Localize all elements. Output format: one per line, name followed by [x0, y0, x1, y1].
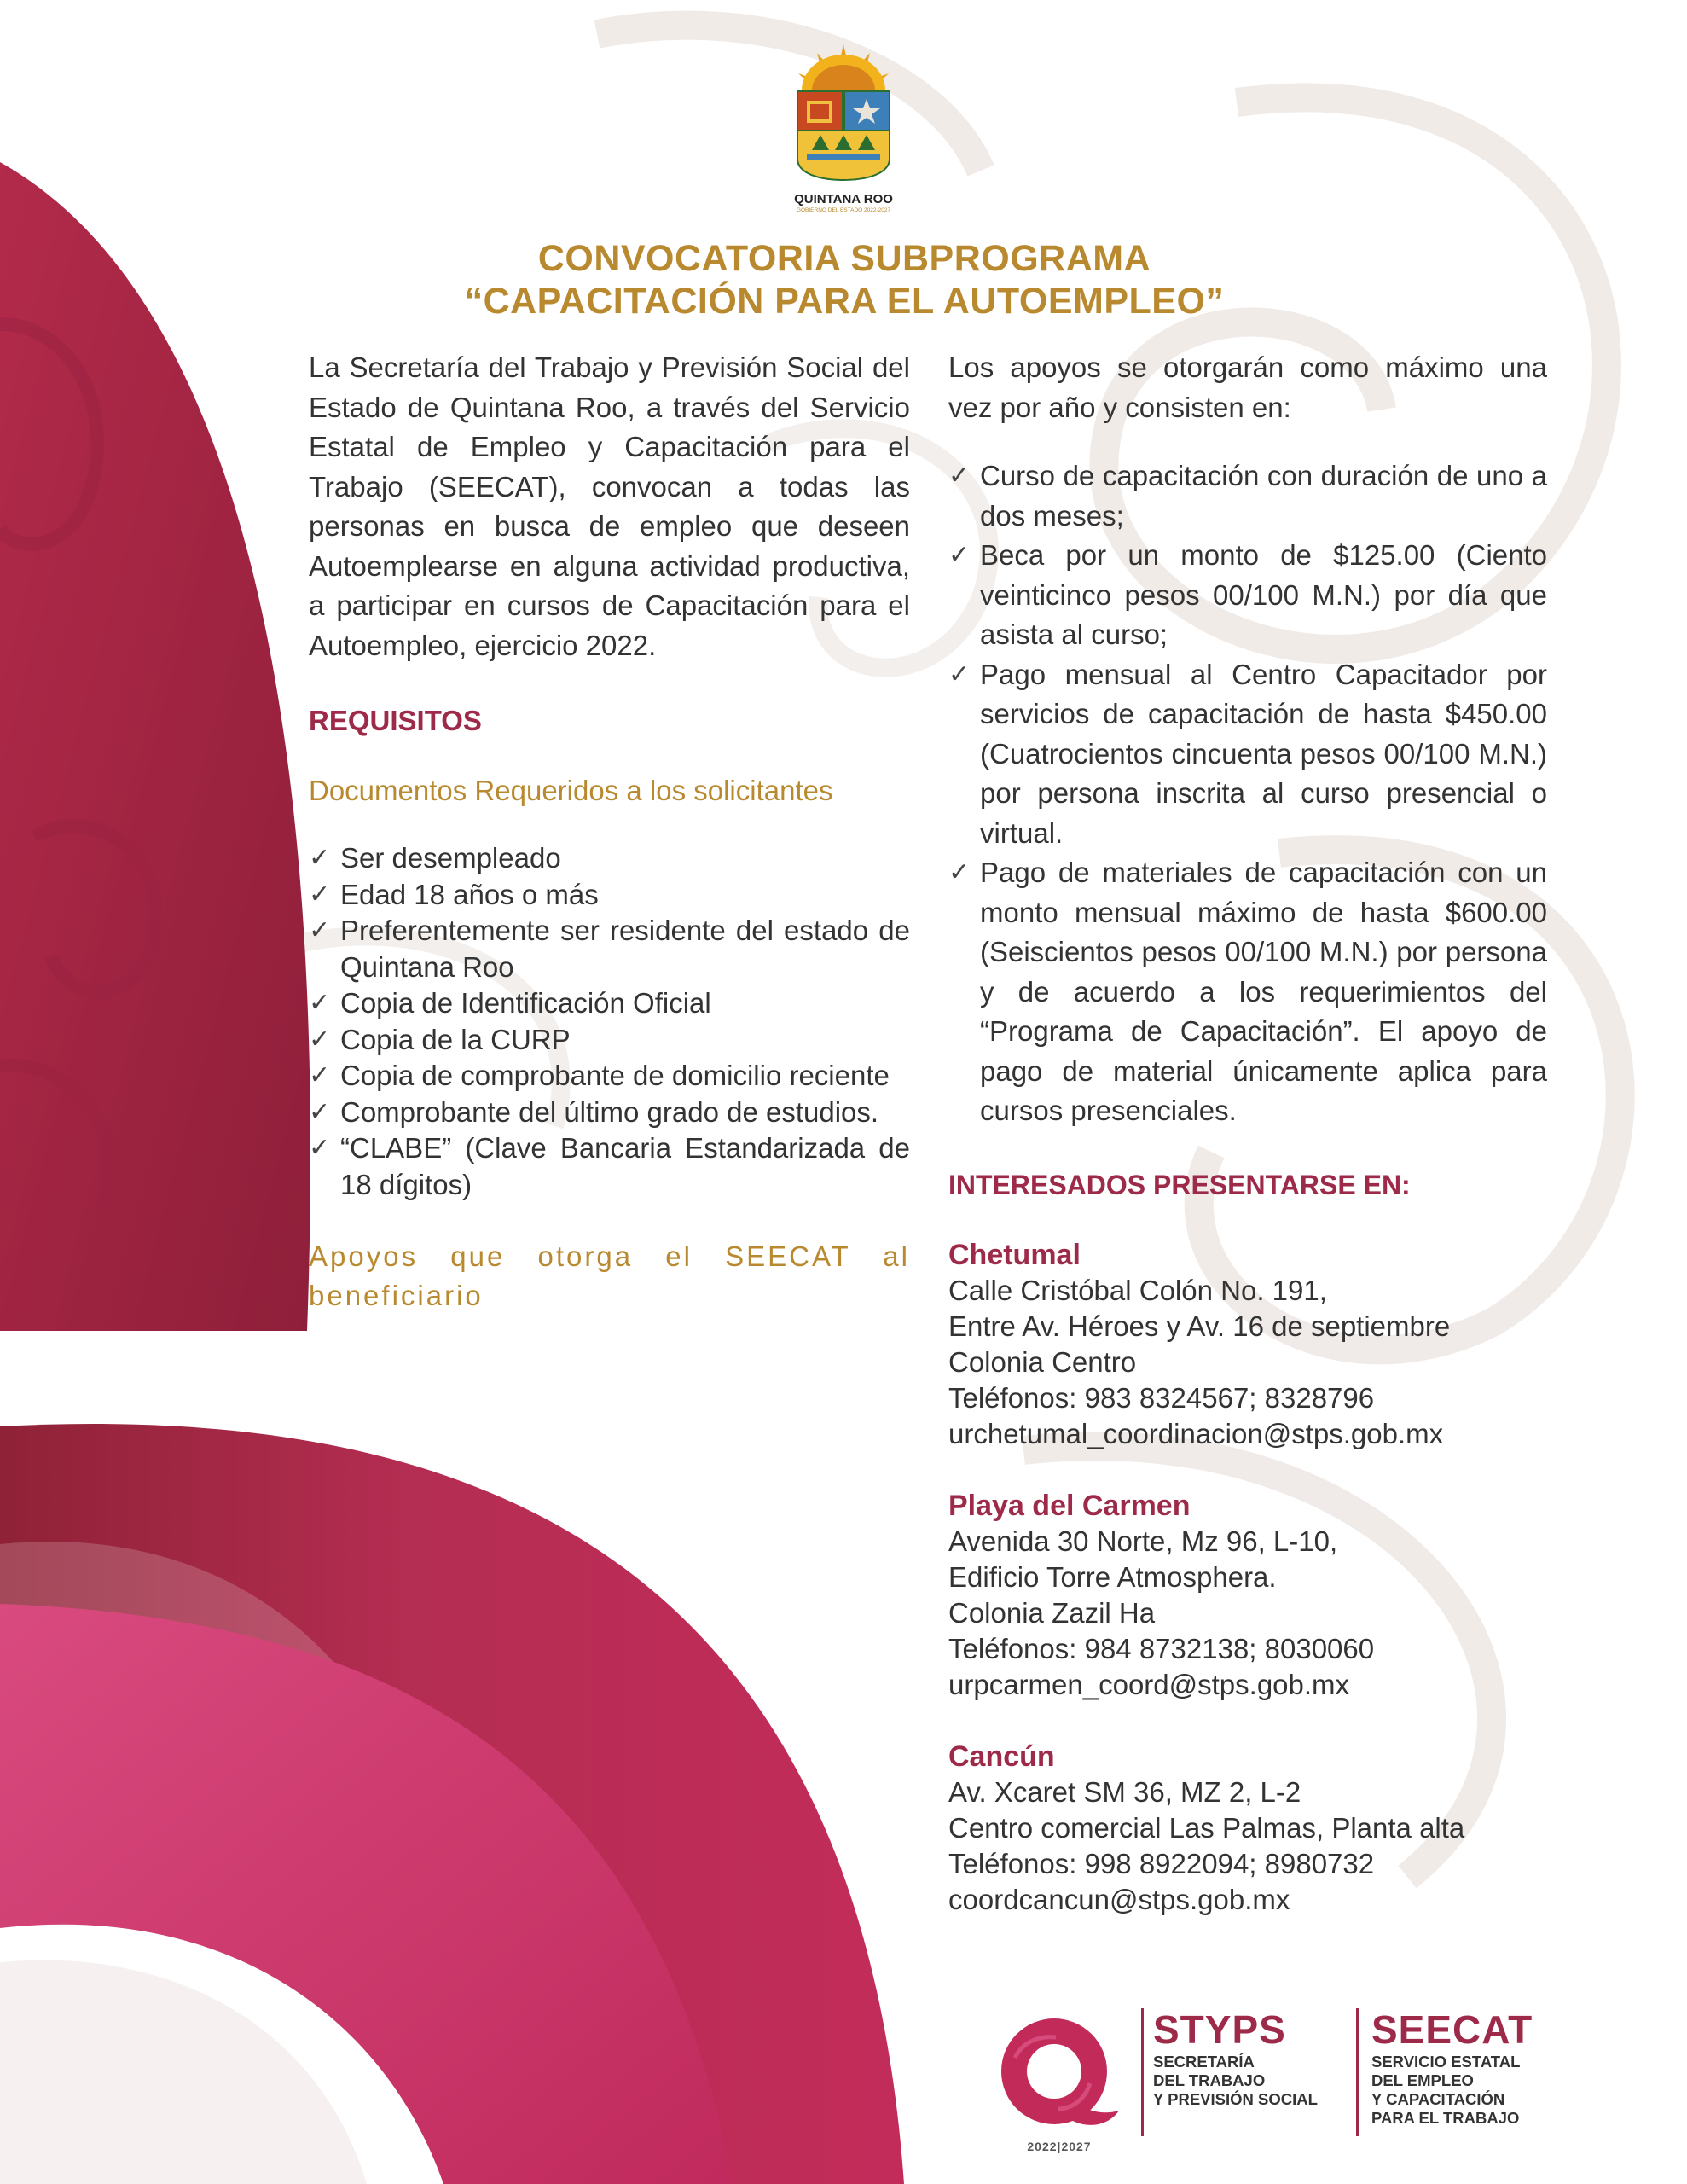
office-name: Cancún: [948, 1740, 1055, 1773]
check-icon: ✓: [309, 1134, 331, 1162]
coat-of-arms-icon: [783, 39, 904, 189]
office-address-line: Calle Cristóbal Colón No. 191,: [948, 1275, 1327, 1306]
list-item: ✓ Pago mensual al Centro Capacitador por servicios de capacitación de hasta $450.00 (Cuatrocientos cincuenta pesos 00/100 M.N.) por persona inscrita al curso presencial o virtual.: [948, 655, 1547, 854]
office-address-line: Edificio Torre Atmosphera.: [948, 1561, 1277, 1593]
office-address-line: Entre Av. Héroes y Av. 16 de septiembre: [948, 1310, 1451, 1342]
check-icon: ✓: [309, 844, 331, 872]
list-item: ✓ Curso de capacitación con duración de uno a dos meses;: [948, 456, 1547, 536]
office-name: Playa del Carmen: [948, 1490, 1191, 1522]
interesados-heading: INTERESADOS PRESENTARSE EN:: [948, 1169, 1411, 1200]
office-playa-del-carmen: [948, 1488, 1547, 1703]
office-address-line: Avenida 30 Norte, Mz 96, L-10,: [948, 1525, 1338, 1557]
office-address-line: Colonia Centro: [948, 1346, 1137, 1378]
emblem-subcaption: GOBIERNO DEL ESTADO 2022-2027: [796, 207, 891, 213]
office-address-line: Av. Xcaret SM 36, MZ 2, L-2: [948, 1776, 1301, 1808]
check-icon: ✓: [309, 1061, 331, 1089]
check-icon: ✓: [948, 541, 971, 569]
list-item: ✓ Copia de comprobante de domicilio reciente: [309, 1058, 910, 1095]
seecat-name-line: DEL EMPLEO: [1371, 2071, 1474, 2089]
office-chetumal: [948, 1237, 1547, 1452]
seecat-name-line: Y CAPACITACIÓN: [1371, 2090, 1505, 2108]
office-email[interactable]: urchetumal_coordinacion@stps.gob.mx: [948, 1418, 1444, 1449]
check-icon: ✓: [309, 1025, 331, 1054]
styps-name-line: DEL TRABAJO: [1153, 2071, 1266, 2089]
list-item: ✓ Beca por un monto de $125.00 (Ciento veinticinco pesos 00/100 M.N.) por día que asista al curso;: [948, 536, 1547, 655]
office-phones: Teléfonos: 983 8324567; 8328796: [948, 1382, 1375, 1414]
styps-name-line: SECRETARÍA: [1153, 2053, 1255, 2071]
office-address-line: Centro comercial Las Palmas, Planta alta: [948, 1812, 1465, 1844]
check-icon: ✓: [948, 858, 971, 886]
left-column: [309, 348, 910, 1316]
list-item: ✓ Pago de materiales de capacitación con un monto mensual máximo de hasta $600.00 (Seiscientos pesos 00/100 M.N.) por persona y de acuerdo a los requerimientos del “Programa de Capacitación”. El apoyo de pago de material únicamente aplica para cursos presenciales.: [948, 853, 1547, 1131]
seecat-name-line: SERVICIO ESTATAL: [1371, 2053, 1521, 2071]
styps-name-line: Y PREVISIÓN SOCIAL: [1153, 2090, 1318, 2108]
requisitos-heading: REQUISITOS: [309, 705, 482, 736]
check-icon: ✓: [309, 880, 331, 909]
quintana-roo-q-logo-icon: [989, 2007, 1126, 2143]
list-item: ✓ Edad 18 años o más: [309, 877, 910, 914]
documentos-heading: Documentos Requeridos a los solicitantes: [309, 774, 833, 806]
check-icon: ✓: [948, 462, 971, 490]
check-icon: ✓: [309, 1097, 331, 1126]
check-icon: ✓: [309, 989, 331, 1017]
seecat-name-line: PARA EL TRABAJO: [1371, 2109, 1520, 2127]
office-email[interactable]: coordcancun@stps.gob.mx: [948, 1884, 1290, 1915]
list-item: ✓ Preferentemente ser residente del estado de Quintana Roo: [309, 915, 910, 983]
supports-intro: Los apoyos se otorgarán como máximo una vez por año y consisten en:: [948, 351, 1547, 423]
supports-list: [948, 456, 1547, 1131]
seecat-acronym: SEECAT: [1371, 2007, 1533, 2052]
divider: [1356, 2008, 1359, 2136]
requirements-list: [309, 840, 910, 1203]
title-line-2: “CAPACITACIÓN PARA EL AUTOEMPLEO”: [464, 281, 1225, 322]
apoyos-heading: Apoyos que otorga el SEECAT al beneficiario: [309, 1240, 910, 1311]
quintana-roo-emblem: [783, 39, 904, 213]
office-cancun: [948, 1739, 1547, 1918]
styps-logo: [1153, 2007, 1318, 2109]
government-period: 2022|2027: [1027, 2140, 1092, 2153]
office-email[interactable]: urpcarmen_coord@stps.gob.mx: [948, 1669, 1350, 1700]
list-item: ✓ Copia de la CURP: [309, 1022, 910, 1059]
list-item: ✓ “CLABE” (Clave Bancaria Estandarizada de 18 dígitos): [309, 1132, 910, 1200]
footer-logos: [989, 1996, 1603, 2153]
list-item: ✓ Comprobante del último grado de estudios.: [309, 1095, 910, 1131]
intro-paragraph: La Secretaría del Trabajo y Previsión Social del Estado de Quintana Roo, a través del Servicio Estatal de Empleo y Capacitación para el Trabajo (SEECAT), convocan a todas las personas en busca de empleo que deseen Autoemplearse en alguna actividad productiva, a participar en cursos de Capacitación para el Autoempleo, ejercicio 2022.: [309, 351, 910, 661]
list-item: ✓ Copia de Identificación Oficial: [309, 985, 910, 1022]
title-line-1: CONVOCATORIA SUBPROGRAMA: [537, 238, 1151, 279]
seecat-logo: [1371, 2007, 1533, 2128]
emblem-caption: QUINTANA ROO: [794, 192, 893, 206]
list-item: ✓ Ser desempleado: [309, 840, 910, 877]
right-column: [948, 348, 1547, 1918]
check-icon: ✓: [309, 916, 331, 944]
check-icon: ✓: [948, 659, 971, 688]
styps-acronym: STYPS: [1153, 2007, 1286, 2052]
divider: [1141, 2008, 1144, 2136]
office-phones: Teléfonos: 984 8732138; 8030060: [948, 1633, 1375, 1664]
office-address-line: Colonia Zazil Ha: [948, 1597, 1156, 1629]
page-title: [256, 237, 1433, 322]
office-name: Chetumal: [948, 1239, 1081, 1271]
office-phones: Teléfonos: 998 8922094; 8980732: [948, 1848, 1375, 1879]
